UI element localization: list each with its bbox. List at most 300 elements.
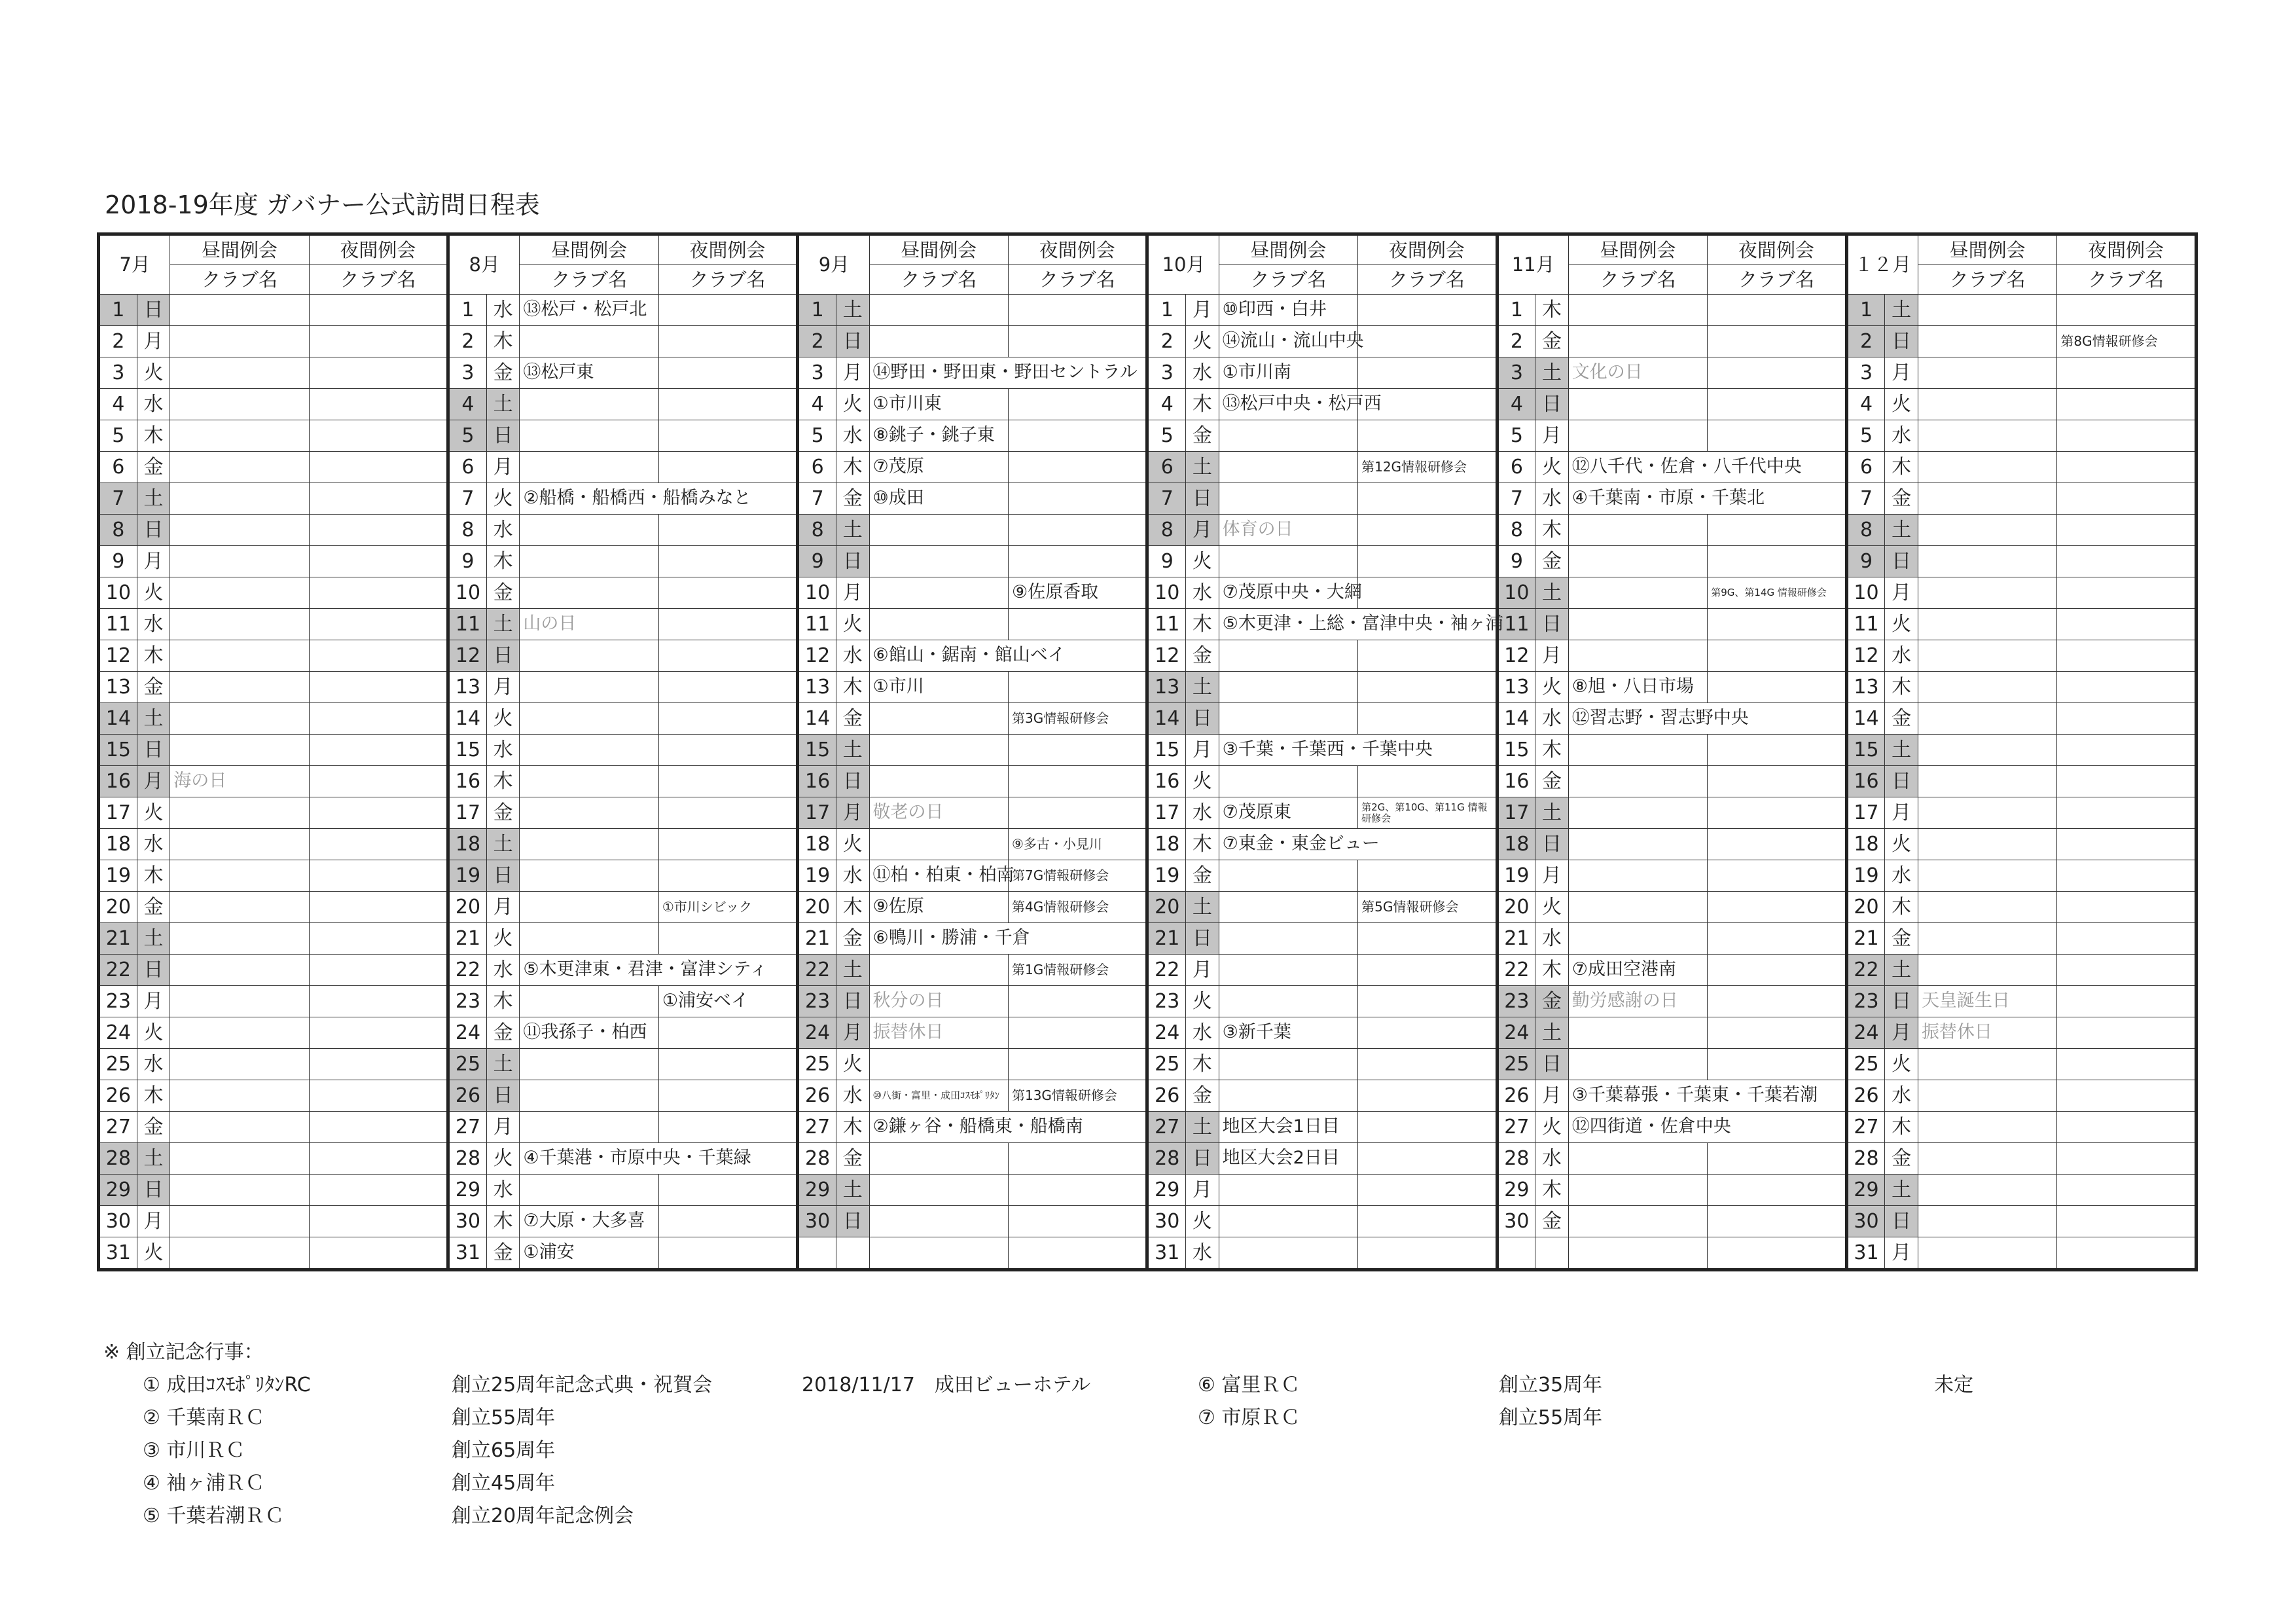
night-meeting-cell: 第3G情報研修会 [1008,703,1147,735]
date-cell: 25 [798,1049,836,1080]
weekday-cell: 水 [486,295,520,326]
date-cell: 18 [448,829,487,860]
weekday-cell: 火 [836,389,869,420]
weekday-cell: 水 [1885,420,1918,452]
night-meeting-cell [2057,357,2197,389]
night-meeting-cell [2057,515,2197,546]
night-meeting-cell [1708,1143,1846,1175]
night-meeting-cell: 第12G情報研修会 [1358,452,1497,483]
weekday-cell: 木 [486,1206,520,1237]
holiday-cell: 海の日 [170,766,309,797]
weekday-cell: 火 [1186,986,1219,1017]
date-cell: 23 [1497,986,1535,1017]
meeting-cell: ⑭野田・野田東・野田セントラル [869,357,1147,389]
night-meeting-cell: 第1G情報研修会 [1008,955,1147,986]
month-header: 10月 [1147,234,1219,295]
night-meeting-cell [2057,1206,2197,1237]
date-cell: 18 [1846,829,1885,860]
weekday-cell: 日 [1535,1049,1569,1080]
date-cell: 13 [1846,672,1885,703]
night-meeting-cell: ⑨多古・小見川 [1008,829,1147,860]
date-cell: 2 [99,326,137,357]
date-cell: 22 [1147,955,1186,986]
weekday-cell: 日 [836,766,869,797]
date-cell: 23 [448,986,487,1017]
weekday-cell: 金 [486,1237,520,1270]
date-cell: 15 [99,735,137,766]
date-cell: 26 [1497,1080,1535,1112]
weekday-cell: 土 [1186,672,1219,703]
night-meeting-cell [309,546,448,577]
night-meeting-cell [2057,1112,2197,1143]
day-meeting-cell [1918,389,2056,420]
weekday-cell: 木 [1186,609,1219,640]
night-meeting-cell [658,1112,797,1143]
date-cell: 24 [99,1017,137,1049]
day-meeting-cell: ⑬松戸中央・松戸西 [1219,389,1357,420]
night-meeting-cell [658,829,797,860]
date-cell: 26 [99,1080,137,1112]
night-meeting-cell [1358,326,1497,357]
date-cell: 15 [798,735,836,766]
night-meeting-cell [309,797,448,829]
day-meeting-cell: ⑩成田 [869,483,1008,515]
table-row [99,1080,2197,1112]
weekday-cell: 月 [1535,860,1569,892]
day-meeting-cell [1219,703,1357,735]
table-row [99,1017,2197,1049]
date-cell: 17 [99,797,137,829]
meeting-cell: ②鎌ヶ谷・船橋東・船橋南 [869,1112,1147,1143]
table-row [99,829,2197,860]
day-meeting-cell [869,577,1008,609]
weekday-cell: 金 [1885,703,1918,735]
day-meeting-cell [170,1237,309,1270]
weekday-cell: 日 [1186,1143,1219,1175]
weekday-cell: 水 [137,1049,170,1080]
night-meeting-cell [1008,389,1147,420]
weekday-cell: 水 [1186,797,1219,829]
date-cell: 2 [448,326,487,357]
club-name-header: クラブ名 [1708,265,1846,295]
weekday-cell: 土 [1535,797,1569,829]
day-meeting-cell [869,829,1008,860]
date-cell: 3 [1846,357,1885,389]
note-club: ⑥ 富里ＲＣ [1198,1374,1300,1396]
table-row [99,1143,2197,1175]
weekday-cell: 金 [1535,1206,1569,1237]
night-meeting-cell [2057,766,2197,797]
table-row [99,1206,2197,1237]
day-meeting-cell [170,1206,309,1237]
club-name-header: クラブ名 [1918,265,2056,295]
day-meeting-cell [1219,860,1357,892]
table-row [99,515,2197,546]
night-meeting-cell [1358,1206,1497,1237]
date-cell: 22 [798,955,836,986]
night-meeting-cell [2057,452,2197,483]
weekday-cell: 土 [137,1143,170,1175]
day-meeting-cell [869,735,1008,766]
meeting-cell: ④千葉港・市原中央・千葉緑 [520,1143,798,1175]
night-meeting-cell [658,577,797,609]
night-meeting-cell [2057,923,2197,955]
day-meeting-cell [170,797,309,829]
weekday-cell: 日 [1535,609,1569,640]
night-meeting-cell [1358,1080,1497,1112]
weekday-cell: 土 [1885,735,1918,766]
weekday-cell: 土 [836,955,869,986]
day-meeting-cell [170,515,309,546]
date-cell: 19 [1147,860,1186,892]
night-meeting-cell [1008,672,1147,703]
date-cell: 10 [1147,577,1186,609]
day-meeting-cell: ⑦大原・大多喜 [520,1206,658,1237]
night-meeting-cell [309,703,448,735]
date-cell: 30 [1147,1206,1186,1237]
weekday-cell: 日 [836,546,869,577]
night-meeting-cell [1708,515,1846,546]
weekday-cell: 土 [836,515,869,546]
night-meeting-cell [1358,672,1497,703]
weekday-cell: 月 [1885,577,1918,609]
day-meeting-cell [1918,609,2056,640]
weekday-cell: 火 [486,923,520,955]
date-cell: 13 [798,672,836,703]
night-meeting-cell [309,955,448,986]
date-cell: 1 [448,295,487,326]
month-header: 11月 [1497,234,1568,295]
night-meeting-cell [1358,640,1497,672]
night-meeting-cell [309,357,448,389]
date-cell: 14 [448,703,487,735]
weekday-cell: 金 [137,452,170,483]
weekday-cell: 日 [836,1206,869,1237]
night-meeting-cell [658,326,797,357]
day-meeting-cell [1918,483,2056,515]
date-cell: 19 [99,860,137,892]
day-meeting-cell [1219,483,1357,515]
weekday-cell: 月 [1535,640,1569,672]
day-meeting-cell [170,452,309,483]
table-row [99,672,2197,703]
weekday-cell: 水 [1186,1237,1219,1270]
weekday-cell: 水 [486,735,520,766]
weekday-cell: 日 [1885,766,1918,797]
night-meeting-cell [1358,1112,1497,1143]
schedule-table [97,232,2198,1271]
weekday-cell: 日 [1186,923,1219,955]
date-cell: 3 [798,357,836,389]
date-cell: 15 [1497,735,1535,766]
holiday-cell: 文化の日 [1568,357,1707,389]
weekday-cell: 金 [137,892,170,923]
weekday-cell: 水 [1885,640,1918,672]
table-row [99,1112,2197,1143]
day-meeting-cell [1568,1049,1707,1080]
night-meeting-cell [2057,1049,2197,1080]
date-cell: 6 [798,452,836,483]
night-meeting-cell [1708,1049,1846,1080]
night-meeting-cell [658,389,797,420]
night-meeting-cell [1008,986,1147,1017]
club-name-header: クラブ名 [1008,265,1147,295]
night-meeting-cell [1008,546,1147,577]
day-meeting-cell [1219,1206,1357,1237]
date-cell: 3 [448,357,487,389]
meeting-cell: ⑥鴨川・勝浦・千倉 [869,923,1147,955]
night-meeting-cell [1708,766,1846,797]
club-name-header: クラブ名 [869,265,1008,295]
date-cell: 25 [1846,1049,1885,1080]
date-cell: 23 [1846,986,1885,1017]
weekday-cell: 木 [836,672,869,703]
meeting-cell: ④千葉南・市原・千葉北 [1568,483,1846,515]
night-meeting-cell [309,483,448,515]
day-meeting-cell: 地区大会2日目 [1219,1143,1357,1175]
night-meeting-cell [658,546,797,577]
date-cell: 29 [99,1175,137,1206]
weekday-cell: 日 [137,735,170,766]
day-meeting-cell [1568,295,1707,326]
date-cell: 30 [798,1206,836,1237]
weekday-cell [1535,1237,1569,1270]
night-meeting-cell [658,735,797,766]
day-meeting-cell: ⑬松戸・松戸北 [520,295,658,326]
weekday-cell: 金 [836,1143,869,1175]
night-meeting-cell [1708,797,1846,829]
month-header: 8月 [448,234,520,295]
night-meeting-cell [658,1237,797,1270]
weekday-cell: 月 [1186,955,1219,986]
date-cell: 15 [1147,735,1186,766]
date-cell: 19 [798,860,836,892]
weekday-cell: 水 [836,1080,869,1112]
date-cell: 22 [1846,955,1885,986]
holiday-cell: 敬老の日 [869,797,1008,829]
date-cell: 17 [1147,797,1186,829]
day-meeting-cell: ⑪我孫子・柏西 [520,1017,658,1049]
weekday-cell: 日 [1186,703,1219,735]
weekday-cell: 木 [486,986,520,1017]
night-meeting-cell [1358,955,1497,986]
weekday-cell: 月 [836,1017,869,1049]
date-cell: 7 [1497,483,1535,515]
weekday-cell: 木 [1885,1112,1918,1143]
weekday-cell: 日 [1186,483,1219,515]
date-cell: 21 [798,923,836,955]
day-meeting-cell [170,1017,309,1049]
day-meeting-cell [170,389,309,420]
date-cell: 1 [1147,295,1186,326]
night-meeting-cell [309,420,448,452]
night-meeting-cell [1358,577,1497,609]
weekday-cell: 木 [137,420,170,452]
night-meeting-cell [1708,860,1846,892]
day-meeting-cell [1219,452,1357,483]
note-event: 創立25周年記念式典・祝賀会 [452,1374,713,1396]
date-cell [1497,1237,1535,1270]
date-cell: 1 [1497,295,1535,326]
day-meeting-header: 昼間例会 [1219,234,1357,265]
day-meeting-cell [170,892,309,923]
date-cell: 11 [1147,609,1186,640]
date-cell: 13 [1497,672,1535,703]
night-meeting-cell [1358,860,1497,892]
date-cell: 24 [1147,1017,1186,1049]
day-meeting-cell [869,1049,1008,1080]
night-meeting-cell [1008,515,1147,546]
date-cell: 11 [448,609,487,640]
table-row [99,766,2197,797]
date-cell: 3 [1497,357,1535,389]
day-meeting-cell [1219,546,1357,577]
date-cell: 29 [1497,1175,1535,1206]
day-meeting-cell [869,955,1008,986]
date-cell: 17 [798,797,836,829]
weekday-cell: 日 [137,295,170,326]
meeting-cell: ⑫習志野・習志野中央 [1568,703,1846,735]
weekday-cell: 日 [137,515,170,546]
weekday-cell: 木 [836,1112,869,1143]
night-meeting-cell [658,1206,797,1237]
night-meeting-cell [1358,1049,1497,1080]
day-meeting-header: 昼間例会 [869,234,1008,265]
day-meeting-cell [520,1112,658,1143]
day-meeting-cell [1568,577,1707,609]
weekday-cell: 火 [1885,609,1918,640]
table-row [99,326,2197,357]
night-meeting-cell [1008,1206,1147,1237]
weekday-cell: 土 [1885,515,1918,546]
weekday-cell: 木 [486,766,520,797]
day-meeting-cell [1219,1080,1357,1112]
weekday-cell: 月 [1885,797,1918,829]
night-meeting-cell [1708,389,1846,420]
night-meeting-cell [309,923,448,955]
day-meeting-cell [520,1175,658,1206]
table-row [99,357,2197,389]
date-cell: 27 [1846,1112,1885,1143]
night-meeting-cell [1008,295,1147,326]
night-meeting-cell [658,860,797,892]
date-cell: 31 [99,1237,137,1270]
night-meeting-cell [1708,1175,1846,1206]
date-cell: 20 [1846,892,1885,923]
weekday-cell: 土 [1186,1112,1219,1143]
night-meeting-cell [2057,1017,2197,1049]
table-row [99,986,2197,1017]
date-cell: 28 [448,1143,487,1175]
weekday-cell: 土 [486,389,520,420]
page-title: 2018-19年度 ガバナー公式訪問日程表 [105,191,540,219]
weekday-cell: 水 [137,389,170,420]
weekday-cell: 月 [1186,1175,1219,1206]
date-cell: 3 [1147,357,1186,389]
day-meeting-cell: ⑦茂原東 [1219,797,1357,829]
night-meeting-cell [1358,703,1497,735]
day-meeting-cell [1568,797,1707,829]
date-cell: 9 [1147,546,1186,577]
date-cell: 5 [1497,420,1535,452]
night-meeting-cell [2057,1237,2197,1270]
day-meeting-cell [1568,420,1707,452]
date-cell: 21 [448,923,487,955]
night-meeting-cell: 第13G情報研修会 [1008,1080,1147,1112]
night-meeting-cell [309,986,448,1017]
night-meeting-cell [2057,389,2197,420]
weekday-cell: 土 [486,829,520,860]
holiday-cell: 山の日 [520,609,658,640]
weekday-cell: 木 [486,546,520,577]
night-meeting-cell: ①浦安ベイ [658,986,797,1017]
date-cell: 14 [1497,703,1535,735]
weekday-cell: 月 [1535,1080,1569,1112]
day-meeting-cell [520,829,658,860]
note-club: ③ 市川ＲＣ [143,1439,245,1462]
date-cell: 2 [798,326,836,357]
night-meeting-cell [2057,986,2197,1017]
night-meeting-cell [1708,1206,1846,1237]
night-meeting-cell [658,1017,797,1049]
date-cell: 8 [448,515,487,546]
date-cell: 18 [99,829,137,860]
table-row [99,1175,2197,1206]
weekday-cell: 月 [137,766,170,797]
day-meeting-cell: ⑬松戸東 [520,357,658,389]
day-meeting-cell [1219,923,1357,955]
night-meeting-cell [1008,766,1147,797]
date-cell: 25 [448,1049,487,1080]
night-meeting-cell [2057,1143,2197,1175]
day-meeting-cell [1918,326,2056,357]
club-name-header: クラブ名 [520,265,658,295]
date-cell: 5 [1147,420,1186,452]
weekday-cell: 火 [1186,1206,1219,1237]
meeting-cell: ③千葉・千葉西・千葉中央 [1219,735,1497,766]
note-club: ⑦ 市原ＲＣ [1198,1406,1300,1429]
night-meeting-cell [1708,955,1846,986]
date-cell: 27 [1497,1112,1535,1143]
day-meeting-cell [170,640,309,672]
weekday-cell: 土 [1186,892,1219,923]
weekday-cell: 火 [836,829,869,860]
night-meeting-cell [1358,923,1497,955]
day-meeting-cell [869,546,1008,577]
date-cell: 13 [448,672,487,703]
date-cell: 17 [1497,797,1535,829]
date-cell: 30 [1846,1206,1885,1237]
night-meeting-cell [2057,735,2197,766]
weekday-cell: 金 [1186,640,1219,672]
date-cell: 16 [798,766,836,797]
weekday-cell: 水 [137,829,170,860]
night-meeting-cell [1708,1017,1846,1049]
night-meeting-header: 夜間例会 [1358,234,1497,265]
weekday-cell: 火 [1186,546,1219,577]
date-cell: 6 [1147,452,1186,483]
weekday-cell: 火 [137,1237,170,1270]
weekday-cell: 火 [1535,1112,1569,1143]
date-cell: 23 [1147,986,1186,1017]
day-meeting-cell [520,1049,658,1080]
holiday-cell: 秋分の日 [869,986,1008,1017]
date-cell: 19 [448,860,487,892]
note-club: ② 千葉南ＲＣ [143,1406,265,1429]
weekday-cell: 火 [1186,326,1219,357]
date-cell: 16 [448,766,487,797]
date-cell: 20 [1497,892,1535,923]
